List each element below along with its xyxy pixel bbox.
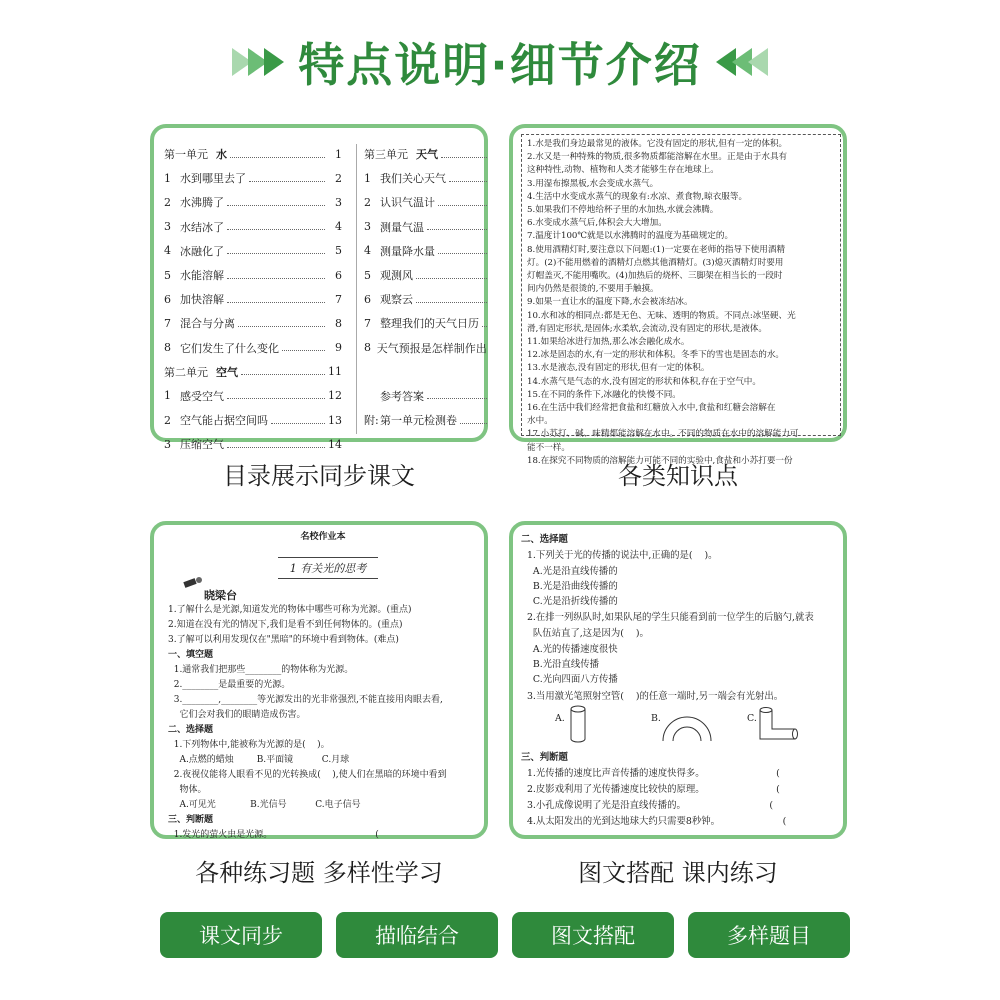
toc-row-title: 测量降水量 (380, 244, 435, 258)
knowledge-line: 水中。 (527, 416, 553, 427)
exercise-line: 1.下列关于光的传播的说法中,正确的是( )。 (521, 550, 718, 561)
toc-row-page: 4 (335, 220, 342, 234)
worksheet-subtitle: 晓梁台 (204, 589, 237, 602)
toc-row (164, 263, 342, 287)
toc-row-leader (227, 296, 325, 303)
straight-tube-icon (563, 703, 593, 745)
toc-page (160, 136, 487, 452)
worksheet-line: 物体。 (168, 785, 207, 795)
toc-row (364, 384, 504, 408)
toc-row-title: 混合与分离 (180, 317, 235, 331)
toc-row-leader (227, 441, 325, 448)
exercise-line: 三、判断题 (521, 752, 568, 763)
toc-row-page: 7 (335, 292, 342, 306)
toc-row (364, 215, 504, 239)
toc-row (364, 408, 504, 432)
exercise-line: 3.小孔成像说明了光是沿直线传播的。 ( (521, 800, 774, 811)
knowledge-line: 10.水和冰的相同点:都是无色、无味、透明的物质。不同点:冰坚硬、光 (527, 310, 796, 321)
toc-row (364, 336, 504, 360)
knowledge-line: 滑,有固定形状,是固体;水柔软,会流动,没有固定的形状,是液体。 (527, 323, 767, 334)
worksheet-line: 2.知道在没有光的情况下,我们是看不到任何物体的。(重点) (168, 620, 403, 630)
exercise-line: A.光是沿直线传播的 (521, 566, 618, 577)
toc-row-number: 5 (364, 268, 371, 282)
toc-row-number: 7 (364, 316, 371, 330)
toc-left-column (164, 142, 342, 456)
knowledge-line: 1.水是我们身边最常见的液体。它没有固定的形状,但有一定的体积。 (527, 139, 788, 149)
toc-row-title: 观察云 (380, 293, 413, 307)
toc-row (364, 360, 504, 384)
bent-tube-icon (757, 705, 801, 745)
toc-row-number: 2 (164, 195, 171, 209)
tag-illustrated: 图文搭配 (512, 912, 674, 958)
toc-row (164, 384, 342, 408)
tag-textbook-sync: 课文同步 (160, 912, 322, 958)
worksheet-line: 三、判断题 (168, 815, 214, 825)
worksheet-lines (168, 603, 486, 843)
toc-divider (356, 144, 357, 434)
knowledge-line: 15.在不同的条件下,冰融化的快慢不同。 (527, 389, 681, 400)
knowledge-line: 11.如果给冰进行加热,那么冰会融化成水。 (527, 337, 690, 348)
exercise-line: 队伍站直了,这是因为( )。 (521, 628, 649, 639)
exercise-line: 3.当用激光笔照射空管( )的任意一端时,另一端会有光射出。 (521, 691, 784, 702)
toc-row (364, 263, 504, 287)
header (0, 22, 1000, 102)
toc-row-page: 1 (335, 147, 342, 161)
toc-row (164, 215, 342, 239)
knowledge-line: 12.冰是固态的水,有一定的形状和体积。冬季下的雪也是固态的水。 (527, 350, 785, 361)
worksheet-line: A.可见光 B.光信号 C.电子信号 (168, 800, 361, 810)
caption-toc: 目录展示同步课文 (223, 462, 415, 490)
toc-row-title: 加快溶解 (180, 293, 224, 307)
toc-row-title: 测量气温 (380, 220, 424, 234)
toc-row (164, 360, 342, 384)
toc-row-number: 4 (164, 244, 171, 258)
worksheet-line: 2.夜视仪能将人眼看不见的光转换成( ),使人们在黑暗的环境中看到 (168, 770, 447, 780)
toc-row-page: 5 (335, 244, 342, 258)
exercise-line: B.光是沿曲线传播的 (521, 581, 618, 592)
toc-row-number: 附: (364, 414, 379, 428)
knowledge-line: 8.使用酒精灯时,要注意以下问题:(1)一定要在老师的指导下使用酒精 (527, 244, 786, 255)
worksheet-line: 1.发光的萤火虫是光源。 ( (168, 830, 379, 840)
toc-row-title: 参考答案 (380, 389, 424, 403)
flashlight-icon (182, 575, 204, 591)
toc-row-title: 它们发生了什么变化 (180, 341, 279, 355)
toc-row (164, 166, 342, 190)
toc-row-title: 空气能占据空间吗 (180, 414, 268, 428)
toc-row-page: 14 (328, 437, 342, 451)
toc-row (364, 311, 504, 335)
knowledge-line: 灯。(2)不能用燃着的酒精灯点燃其他酒精灯。(3)熄灭酒精灯时要用 (527, 257, 784, 268)
knowledge-line: 灯帽盖灭,不能用嘴吹。(4)加热后的烧杯、三脚架在相当长的一段时 (527, 271, 783, 282)
toc-row-leader (241, 368, 325, 375)
toc-row-title: 我们关心天气 (380, 172, 446, 186)
worksheet-page (160, 525, 486, 840)
toc-row-title: 天气预报是怎样制作出 (376, 341, 487, 355)
feature-tags (160, 912, 850, 960)
knowledge-line: 间内仍然是很烫的,不要用手触摸。 (527, 284, 659, 295)
knowledge-line: 4.生活中水变成水蒸气的现象有:水凉、煮食物,晾衣服等。 (527, 191, 748, 202)
exercise-line: A.光的传播速度很快 (521, 644, 618, 655)
worksheet-line: 1.下列物体中,能被称为光源的是( )。 (168, 740, 330, 750)
toc-row-title: 冰融化了 (180, 244, 224, 258)
toc-row-page: 12 (328, 389, 342, 403)
knowledge-line: 14.水蒸气是气态的水,没有固定的形状和体积,存在于空气中。 (527, 376, 761, 387)
toc-row-leader (230, 151, 325, 158)
toc-row-number: 第二单元 (164, 365, 208, 379)
knowledge-panel (509, 124, 847, 466)
curved-tube-icon (659, 711, 715, 743)
shape-option-label: C. (747, 713, 757, 724)
toc-row-leader (227, 392, 325, 399)
worksheet-panel (150, 521, 488, 839)
toc-row-title: 水到哪里去了 (180, 172, 246, 186)
tag-diverse-questions: 多样题目 (688, 912, 850, 958)
exercises-panel (509, 521, 847, 839)
toc-row-leader (249, 175, 325, 182)
shape-option-label: B. (651, 713, 661, 724)
worksheet-line: 二、选择题 (168, 725, 214, 735)
toc-row (164, 311, 342, 335)
knowledge-line: 6.水变成水蒸气后,体积会大大增加。 (527, 218, 667, 229)
toc-row-number: 1 (164, 389, 171, 403)
worksheet-line: 1.了解什么是光源,知道发光的物体中哪些可称为光源。(重点) (168, 605, 412, 615)
knowledge-line: 这种特性,动物、植物和人类才能够生存在地球上。 (527, 165, 719, 176)
exercise-line: B.光沿直线传播 (521, 659, 600, 670)
worksheet-title: 1 有关光的思考 (278, 557, 378, 579)
knowledge-line: 3.用湿布擦黑板,水会变成水蒸气。 (527, 178, 659, 189)
toc-row (164, 336, 342, 360)
toc-row-leader (416, 296, 487, 303)
caption-knowledge: 各类知识点 (618, 462, 738, 490)
toc-row-leader (282, 344, 325, 351)
right-arrows-icon (720, 48, 768, 76)
worksheet-line: 一、填空题 (168, 650, 214, 660)
toc-row-title: 认识气温计 (380, 196, 435, 210)
toc-row-title: 天气 (416, 148, 438, 162)
toc-row-leader (441, 151, 487, 158)
worksheet-line: 它们会对我们的眼睛造成伤害。 (168, 710, 306, 720)
toc-row-number: 5 (164, 268, 171, 282)
toc-row-number: 3 (364, 220, 371, 234)
toc-row-title: 水能溶解 (180, 269, 224, 283)
toc-row-leader (271, 417, 325, 424)
toc-right-column (364, 142, 504, 432)
toc-row-number: 6 (164, 292, 171, 306)
toc-row-title: 压缩空气 (180, 438, 224, 452)
toc-row-title: 水结冰了 (180, 220, 224, 234)
tag-tracing: 描临结合 (336, 912, 498, 958)
knowledge-line: 7.温度计100℃就是以水沸腾时的温度为基础规定的。 (527, 231, 734, 242)
toc-row (364, 166, 504, 190)
toc-row (164, 190, 342, 214)
exercise-line: 二、选择题 (521, 534, 568, 545)
toc-row-page: 2 (335, 171, 342, 185)
toc-row-title: 整理我们的天气日历 (380, 317, 479, 331)
toc-row-title: 水沸腾了 (180, 196, 224, 210)
toc-row-number: 3 (164, 220, 171, 234)
worksheet-line: 1.通常我们把那些________的物体称为光源。 (168, 665, 354, 675)
toc-row-number: 3 (164, 437, 171, 451)
toc-row-leader (238, 320, 325, 327)
toc-row (164, 142, 342, 166)
toc-panel (150, 124, 488, 452)
exercise-line: 1.光传播的速度比声音传播的速度快得多。 ( (521, 768, 780, 779)
toc-row-leader (482, 320, 487, 327)
exercise-line: 4.从太阳发出的光到达地球大约只需要8秒钟。 ( (521, 816, 787, 827)
toc-row-title: 空气 (216, 365, 238, 379)
toc-row (364, 190, 504, 214)
toc-row-leader (460, 417, 487, 424)
exercise-line: C.光向四面八方传播 (521, 674, 618, 685)
toc-row-page: 11 (328, 365, 342, 379)
knowledge-line: 2.水又是一种特殊的物质,很多物质都能溶解在水里。正是由于水具有 (527, 152, 788, 163)
toc-row-number: 第一单元 (164, 148, 208, 162)
toc-row-page: 6 (335, 268, 342, 282)
toc-row-number: 第三单元 (364, 148, 408, 162)
toc-row-leader (227, 223, 325, 230)
knowledge-line: 13.水是液态,没有固定的形状,但有一定的体积。 (527, 363, 710, 374)
knowledge-line: 16.在生活中我们经常把食盐和红糖放入水中,食盐和红糖会溶解在 (527, 403, 776, 414)
toc-row-leader (227, 247, 325, 254)
toc-row-number: 8 (364, 341, 371, 355)
toc-row-number: 8 (164, 341, 171, 355)
knowledge-line: 18.在探究不同物质的溶解能力可能不同的实验中,食盐和小苏打要一份 (527, 455, 793, 466)
toc-row (164, 239, 342, 263)
exercise-line: C.光是沿折线传播的 (521, 596, 618, 607)
worksheet-line: 3.了解可以利用发现仅在"黑暗"的环境中看到物体。(难点) (168, 635, 399, 645)
toc-row-page: 13 (328, 413, 342, 427)
toc-row-number: 4 (364, 244, 371, 258)
toc-row-leader (449, 175, 487, 182)
toc-row-leader (416, 272, 487, 279)
toc-row-leader (227, 199, 325, 206)
worksheet-line: 2.________是最重要的光源。 (168, 680, 291, 690)
toc-row-number: 6 (364, 292, 371, 306)
left-arrows-icon (232, 48, 280, 76)
knowledge-line: 能不一样。 (527, 442, 570, 453)
caption-exercises: 各种练习题 多样性学习 (195, 859, 443, 887)
knowledge-page (521, 134, 841, 466)
page-title: 特点说明·细节介绍 (298, 38, 702, 92)
toc-row-number: 2 (364, 195, 371, 209)
toc-row (164, 408, 342, 432)
toc-row-leader (438, 247, 487, 254)
worksheet-line: A.点燃的蜡烛 B.平面镜 C.月球 (168, 755, 350, 765)
toc-row (364, 142, 504, 166)
toc-row (164, 432, 342, 456)
toc-row-leader (427, 392, 487, 399)
exercise-line: 2.在排一列纵队时,如果队尾的学生只能看到前一位学生的后脑勺,就表 (521, 612, 814, 623)
toc-row (164, 287, 342, 311)
toc-row (364, 239, 504, 263)
toc-row-leader (427, 223, 487, 230)
toc-row-title: 第一单元检测卷 (380, 414, 457, 428)
toc-row-page: 9 (335, 341, 342, 355)
toc-row-number: 1 (164, 171, 171, 185)
toc-row (364, 287, 504, 311)
exercise-line: 2.皮影戏利用了光传播速度比较快的原理。 ( (521, 784, 780, 795)
worksheet-line: 3.________,________等光源发出的光非常强烈,不能直接用肉眼去看, (168, 695, 443, 705)
knowledge-line: 5.如果我们不停地给杯子里的水加热,水就会沸腾。 (527, 205, 719, 216)
toc-row-page: 3 (335, 195, 342, 209)
knowledge-line: 9.如果一直让水的温度下降,水会被冻结冰。 (527, 297, 693, 308)
toc-row-page: 8 (335, 316, 342, 330)
toc-row-title: 观测风 (380, 269, 413, 283)
knowledge-line: 17.小苏打、碱、味精都能溶解在水中。不同的物质在水中的溶解能力可 (527, 429, 799, 440)
worksheet-header: 名校作业本 (300, 532, 346, 542)
caption-illustrated: 图文搭配 课内练习 (578, 859, 778, 887)
exercises-page (521, 525, 843, 835)
toc-row-title: 感受空气 (180, 389, 224, 403)
toc-row-leader (438, 199, 487, 206)
toc-row-number: 2 (164, 413, 171, 427)
shape-option-label: A. (555, 713, 565, 724)
toc-row-leader (227, 272, 325, 279)
toc-row-number: 7 (164, 316, 171, 330)
toc-row-title: 水 (216, 148, 227, 162)
toc-row-number: 1 (364, 171, 371, 185)
